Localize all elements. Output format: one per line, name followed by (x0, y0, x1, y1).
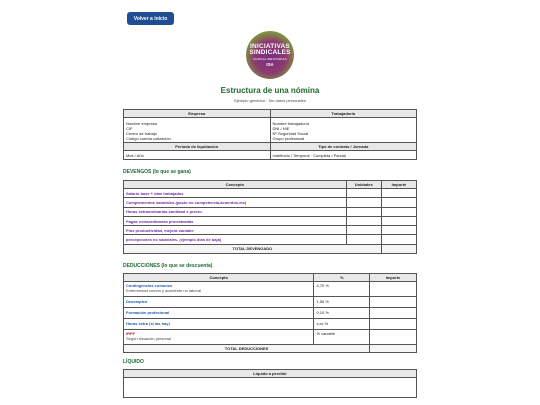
logo-text-line4: ISA (266, 61, 274, 67)
table-row (124, 207, 417, 216)
deduccion-amount (370, 308, 417, 319)
table-row (124, 330, 417, 345)
devengo-amount (381, 226, 416, 235)
contract-header: Tipo de contrato / Jornada (270, 143, 417, 151)
total-deducciones-row (124, 345, 417, 353)
table-row (124, 308, 417, 319)
table-row (124, 319, 417, 330)
deduccion-detail: Enfermedad común y accidente no laboral (126, 288, 201, 293)
isa-logo (246, 31, 294, 79)
deducciones-header-concept: Concepto (124, 274, 314, 282)
devengo-concept: Plus productividad, mejora variable (124, 226, 347, 235)
contract-value: Indefinido / Temporal · Completa / Parcial (270, 151, 417, 160)
devengo-units (346, 216, 381, 225)
total-deducciones-amount (370, 345, 417, 353)
liquido-section-title: LÍQUIDO (123, 359, 144, 365)
devengo-amount (381, 189, 416, 198)
table-row (124, 282, 417, 297)
company-worker-table (123, 109, 417, 160)
company-line: Nombre empresa (126, 121, 157, 126)
logo-text-line2: SINDICALES (249, 49, 291, 56)
deducciones-header-pct: % (314, 274, 370, 282)
period-value: Mes / Año (124, 151, 271, 160)
devengo-units (346, 235, 381, 244)
table-row (124, 216, 417, 225)
deduccion-concept: Formación profesional (124, 308, 314, 319)
devengo-units (346, 226, 381, 235)
total-devengado-row (124, 244, 417, 253)
devengo-amount (381, 198, 416, 207)
devengo-units (346, 198, 381, 207)
devengos-section-title: DEVENGOS (lo que se gana) (123, 169, 191, 175)
devengos-table (123, 180, 417, 254)
devengo-amount (381, 207, 416, 216)
deduccion-concept: Desempleo (124, 297, 314, 308)
table-row (124, 297, 417, 308)
page-subtitle: Ejemplo genérico · Sin datos personales (234, 98, 306, 103)
devengo-concept: Complementos salariales-(pacto no competencia,acuerdos,etc) (124, 198, 347, 207)
deduccion-amount (370, 297, 417, 308)
total-deducciones-label: TOTAL DEDUCCIONES (124, 345, 370, 353)
devengos-header-units: Unidades (346, 181, 381, 189)
deduccion-concept-cell (124, 282, 314, 297)
devengo-concept: Salario base + días trabajados (124, 189, 347, 198)
worker-line: Nombre trabajador/a (272, 121, 310, 126)
deduccion-concept-cell (124, 330, 314, 345)
deduccion-amount (370, 319, 417, 330)
table-row (124, 189, 417, 198)
company-line: Código cuenta cotización (126, 136, 171, 141)
devengo-amount (381, 235, 416, 244)
deduccion-detail: Según situación personal (126, 336, 171, 341)
table-row (124, 235, 417, 244)
total-devengado-amount (381, 244, 416, 253)
worker-line: DNI / NIE (272, 126, 290, 131)
devengos-header-amount: Importe (381, 181, 416, 189)
deduccion-concept: IRPF (126, 331, 136, 336)
total-devengado-label: TOTAL DEVENGADO (124, 244, 382, 253)
deduccion-pct: % variable (314, 330, 370, 345)
liquido-amount (124, 378, 417, 398)
devengo-concept: Pagas extraordinarias prorrateadas (124, 216, 347, 225)
devengo-concept: Horas extraordinarias-cantidad x precio. (124, 207, 347, 216)
deduccion-pct: 4,70 % (314, 282, 370, 297)
deduccion-concept: Contingencias comunes (126, 283, 173, 288)
deduccion-amount (370, 330, 417, 345)
devengo-units (346, 207, 381, 216)
devengo-concept: percepciones no salariales. (ejemplo dias de baja) (124, 235, 347, 244)
table-row (124, 198, 417, 207)
worker-line: Grupo profesional (272, 136, 305, 141)
deduccion-pct: 1,55 % (314, 297, 370, 308)
logo-text-line3: AGROALIMENTARIAS (253, 56, 287, 61)
worker-line: Nº Seguridad Social (272, 131, 309, 136)
company-header: Empresa (124, 110, 271, 118)
devengos-header-concept: Concepto (124, 181, 347, 189)
page-title: Estructura de una nómina (220, 86, 320, 95)
devengo-units (346, 189, 381, 198)
company-line: Centro de trabajo (126, 131, 157, 136)
company-line: CIF (126, 126, 133, 131)
liquido-header: Líquido a percibir (124, 370, 417, 378)
deduccion-concept: Horas extra (si las hay) (124, 319, 314, 330)
deduccion-amount (370, 282, 417, 297)
logo-text-line1: INICIATIVAS (250, 42, 290, 50)
back-to-home-button[interactable]: Volver a inicio (127, 12, 174, 25)
liquido-table (123, 369, 417, 398)
table-row (124, 226, 417, 235)
devengo-amount (381, 216, 416, 225)
deduccion-pct: x,xx % (314, 319, 370, 330)
worker-cell (270, 118, 417, 143)
deduccion-pct: 0,10 % (314, 308, 370, 319)
deducciones-table (123, 273, 417, 353)
worker-header: Trabajador/a (270, 110, 417, 118)
period-header: Periodo de liquidación (124, 143, 271, 151)
deducciones-header-amount: Importe (370, 274, 417, 282)
deducciones-section-title: DEDUCCIONES (lo que se descuenta) (123, 263, 213, 269)
company-cell (124, 118, 271, 143)
